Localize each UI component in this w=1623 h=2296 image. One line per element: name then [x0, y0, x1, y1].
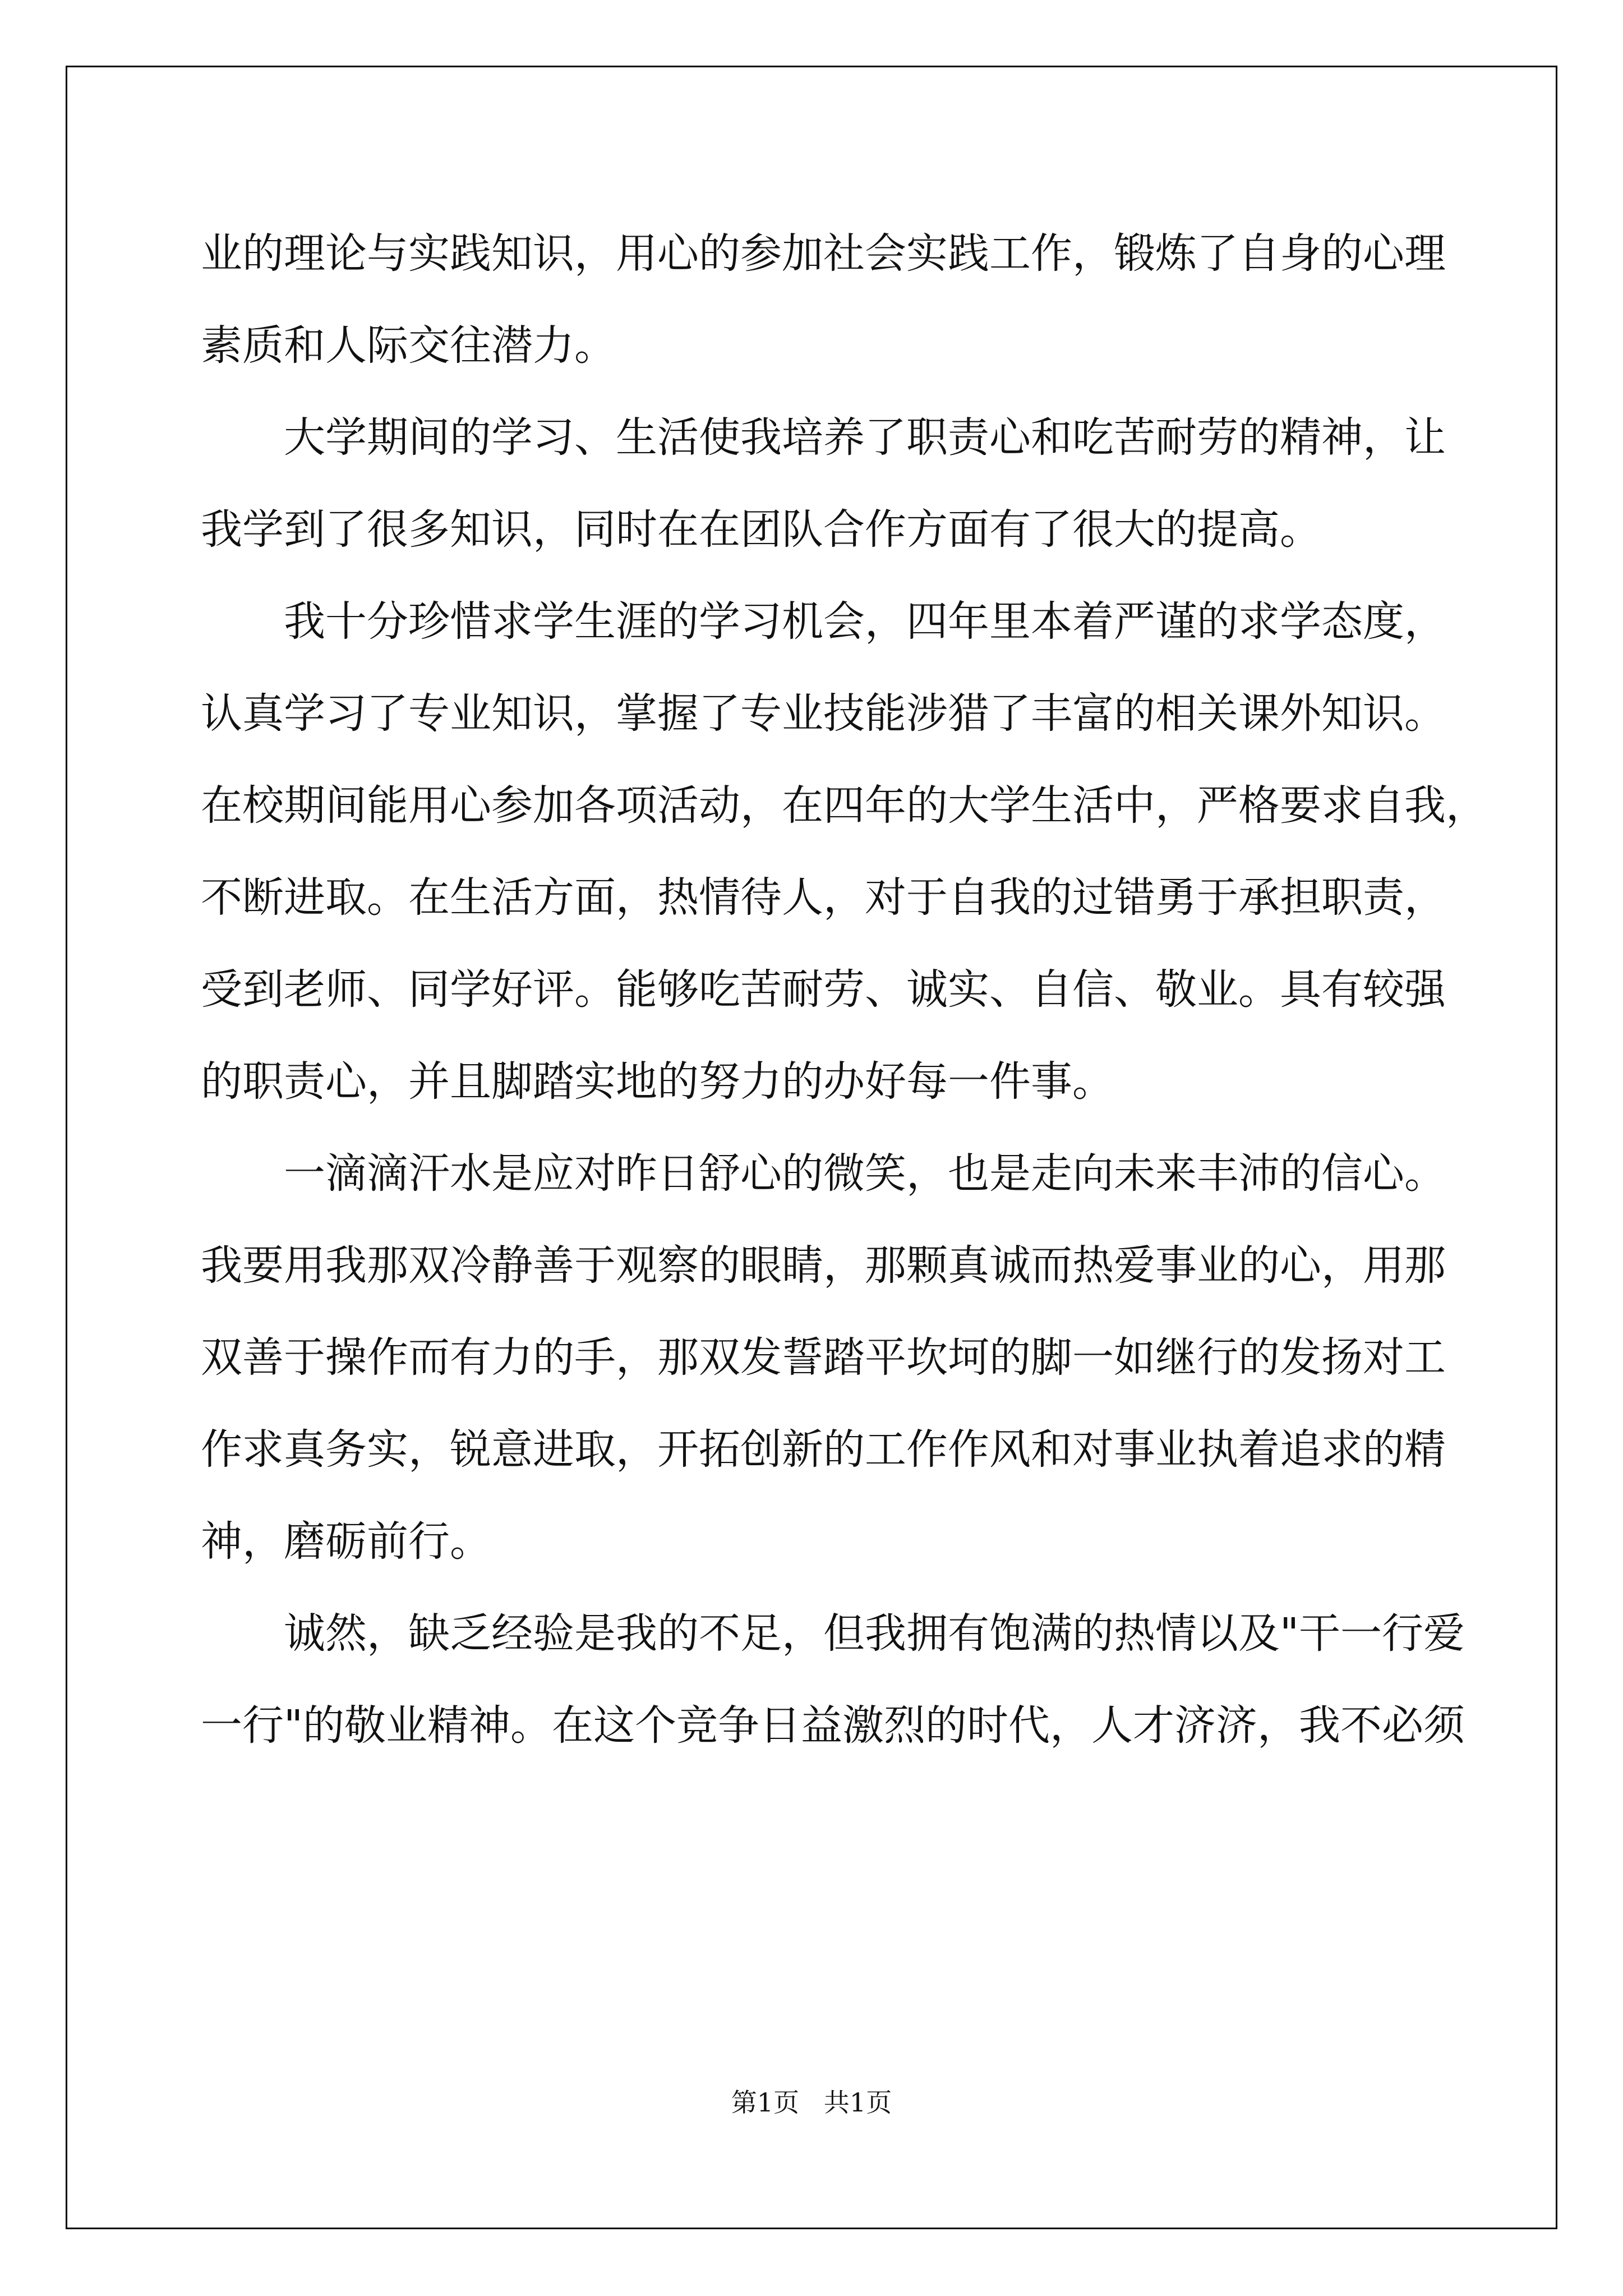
text-line: 作求真务实，锐意进取，开拓创新的工作作风和对事业执着追求的精 [201, 1425, 1446, 1474]
text-line: 的职责心，并且脚踏实地的努力的办好每一件事。 [201, 1057, 1114, 1106]
text-line: 我要用我那双冷静善于观察的眼睛，那颗真诚而热爱事业的心，用那 [201, 1241, 1446, 1290]
text-line: 我学到了很多知识，同时在在团队合作方面有了很大的提高。 [201, 505, 1321, 554]
text-line: 业的理论与实践知识，用心的参加社会实践工作，锻炼了自身的心理 [201, 229, 1446, 278]
text-line: 神，磨砺前行。 [201, 1517, 491, 1566]
text-line: 诚然，缺乏经验是我的不足，但我拥有饱满的热情以及"干一行爱 [284, 1609, 1465, 1658]
page-number-footer: 第1页 共1页 [731, 2087, 892, 2118]
document-body [201, 208, 1487, 1772]
text-line: 大学期间的学习、生活使我培养了职责心和吃苦耐劳的精神，让 [284, 413, 1446, 462]
text-line: 认真学习了专业知识，掌握了专业技能涉猎了丰富的相关课外知识。 [201, 689, 1446, 738]
text-line: 一行"的敬业精神。在这个竞争日益激烈的时代，人才济济，我不必须 [201, 1701, 1465, 1750]
text-line: 在校期间能用心参加各项活动，在四年的大学生活中，严格要求自我， [201, 781, 1487, 830]
text-line: 一滴滴汗水是应对昨日舒心的微笑，也是走向未来丰沛的信心。 [284, 1149, 1446, 1198]
text-line: 不断进取。在生活方面，热情待人，对于自我的过错勇于承担职责， [201, 873, 1446, 922]
text-line: 受到老师、同学好评。能够吃苦耐劳、诚实、自信、敬业。具有较强 [201, 965, 1446, 1014]
text-line: 我十分珍惜求学生涯的学习机会，四年里本着严谨的求学态度， [284, 597, 1446, 646]
text-line: 双善于操作而有力的手，那双发誓踏平坎坷的脚一如继行的发扬对工 [201, 1333, 1446, 1382]
text-line: 素质和人际交往潜力。 [201, 321, 616, 370]
